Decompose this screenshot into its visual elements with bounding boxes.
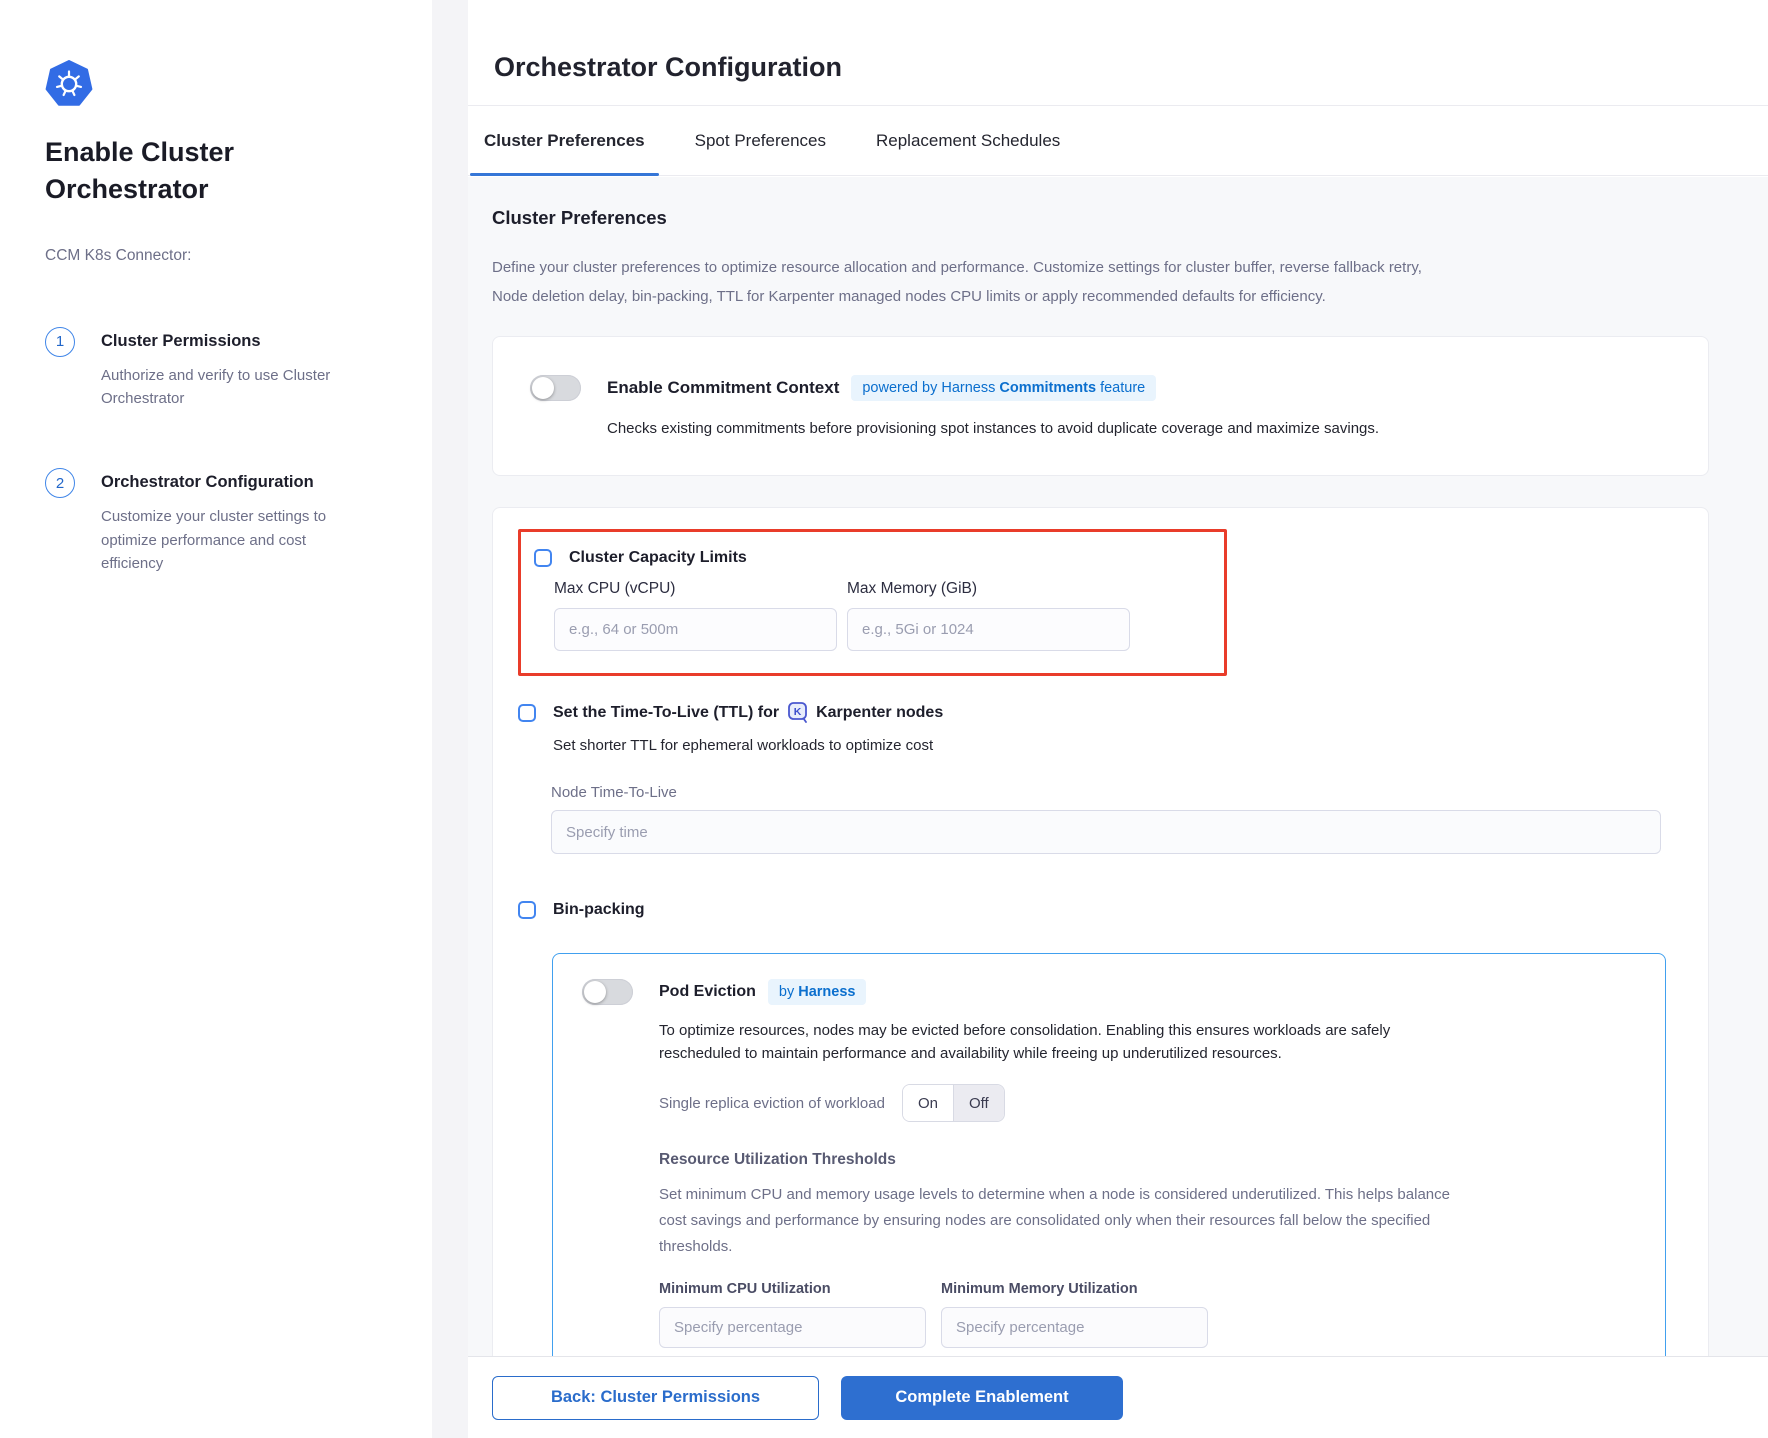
thresholds-title: Resource Utilization Thresholds xyxy=(659,1151,896,1168)
bin-packing-label: Bin-packing xyxy=(553,901,645,918)
footer-bar xyxy=(468,1356,1768,1438)
min-cpu-input[interactable] xyxy=(659,1307,926,1348)
pod-eviction-description: To optimize resources, nodes may be evicted before consolidation. Enabling this ensures workloads are safely rescheduled to maintain performance and availability while freeing up underutilized resources. xyxy=(659,1022,1391,1062)
thresholds-description: Set minimum CPU and memory usage levels to determine when a node is considered underutilized. This helps balance cost savings and performance by ensuring nodes are consolidated only when their resources fall below the specified thresholds. xyxy=(659,1186,1450,1255)
ttl-checkbox[interactable] xyxy=(518,704,536,722)
sidebar-step-orchestrator-configuration[interactable] xyxy=(45,468,402,575)
commitment-context-card xyxy=(492,336,1709,476)
commitment-context-title: Enable Commitment Context xyxy=(607,378,840,397)
pod-eviction-card xyxy=(552,953,1666,1377)
step-title: Cluster Permissions xyxy=(101,331,261,350)
commitments-feature-badge: powered by Harness Commitments feature xyxy=(851,375,1156,401)
tab-spot-preferences[interactable]: Spot Preferences xyxy=(694,130,826,150)
main-title: Orchestrator Configuration xyxy=(494,52,843,82)
node-ttl-input[interactable] xyxy=(551,810,1661,854)
single-replica-label: Single replica eviction of workload xyxy=(659,1094,885,1112)
wizard-sidebar xyxy=(0,0,432,1438)
step-title: Orchestrator Configuration xyxy=(101,473,314,492)
complete-enablement-button[interactable]: Complete Enablement xyxy=(841,1376,1123,1420)
max-cpu-label: Max CPU (vCPU) xyxy=(554,580,676,597)
connector-label: CCM K8s Connector: xyxy=(45,246,192,264)
cluster-capacity-limits-checkbox[interactable] xyxy=(534,549,552,567)
tab-replacement-schedules[interactable]: Replacement Schedules xyxy=(876,130,1061,150)
sidebar-step-cluster-permissions[interactable] xyxy=(45,327,402,411)
section-description xyxy=(492,253,1709,311)
node-ttl-label: Node Time-To-Live xyxy=(551,784,677,801)
back-cluster-permissions-button[interactable]: Back: Cluster Permissions xyxy=(492,1376,819,1420)
by-harness-badge: by Harness xyxy=(768,979,867,1005)
main-panel xyxy=(468,0,1768,1438)
min-memory-input[interactable] xyxy=(941,1307,1208,1348)
section-description-line1: Define your cluster preferences to optimize resource allocation and performance. Customize settings for cluster buffer, reverse fallback retry, xyxy=(492,259,1422,276)
cluster-preferences-panel xyxy=(468,177,1768,1438)
section-title: Cluster Preferences xyxy=(492,207,667,228)
min-cpu-label: Minimum CPU Utilization xyxy=(659,1281,831,1297)
cluster-capacity-limits-label: Cluster Capacity Limits xyxy=(569,549,747,566)
ttl-subtitle: Set shorter TTL for ephemeral workloads to optimize cost xyxy=(553,737,934,754)
bin-packing-checkbox[interactable] xyxy=(518,901,536,919)
replica-off-button[interactable]: Off xyxy=(953,1085,1004,1121)
step-number-badge: 1 xyxy=(45,327,75,357)
kubernetes-icon xyxy=(45,60,93,108)
tab-bar xyxy=(468,106,1768,176)
pod-eviction-toggle[interactable] xyxy=(582,979,633,1005)
section-description-line2: Node deletion delay, bin-packing, TTL for Karpenter managed nodes CPU limits or apply recommended defaults for efficiency. xyxy=(492,288,1326,305)
main-header xyxy=(468,0,1768,106)
karpenter-icon xyxy=(788,702,809,723)
pod-eviction-title: Pod Eviction xyxy=(659,983,756,1000)
max-memory-input[interactable] xyxy=(847,608,1130,651)
svg-text:K: K xyxy=(793,706,802,719)
cluster-capacity-limits-highlight xyxy=(518,529,1227,676)
tab-cluster-preferences[interactable]: Cluster Preferences xyxy=(470,106,659,175)
preferences-card xyxy=(492,507,1709,1399)
max-memory-label: Max Memory (GiB) xyxy=(847,580,978,597)
sidebar-divider xyxy=(432,0,468,1438)
page-title: Enable Cluster Orchestrator xyxy=(45,137,235,205)
step-number-badge: 2 xyxy=(45,468,75,498)
commitment-context-toggle[interactable] xyxy=(530,375,581,401)
ttl-label: Set the Time-To-Live (TTL) for K Karpenter nodes xyxy=(553,702,943,723)
max-cpu-input[interactable] xyxy=(554,608,837,651)
step-description: Customize your cluster settings to optimize performance and cost efficiency xyxy=(101,508,327,573)
step-description: Authorize and verify to use Cluster Orchestrator xyxy=(101,366,331,407)
replica-on-button[interactable]: On xyxy=(903,1085,953,1121)
commitment-context-description: Checks existing commitments before provisioning spot instances to avoid duplicate coverage and maximize savings. xyxy=(607,420,1380,437)
min-memory-label: Minimum Memory Utilization xyxy=(941,1281,1138,1297)
single-replica-toggle-group xyxy=(902,1084,1005,1122)
